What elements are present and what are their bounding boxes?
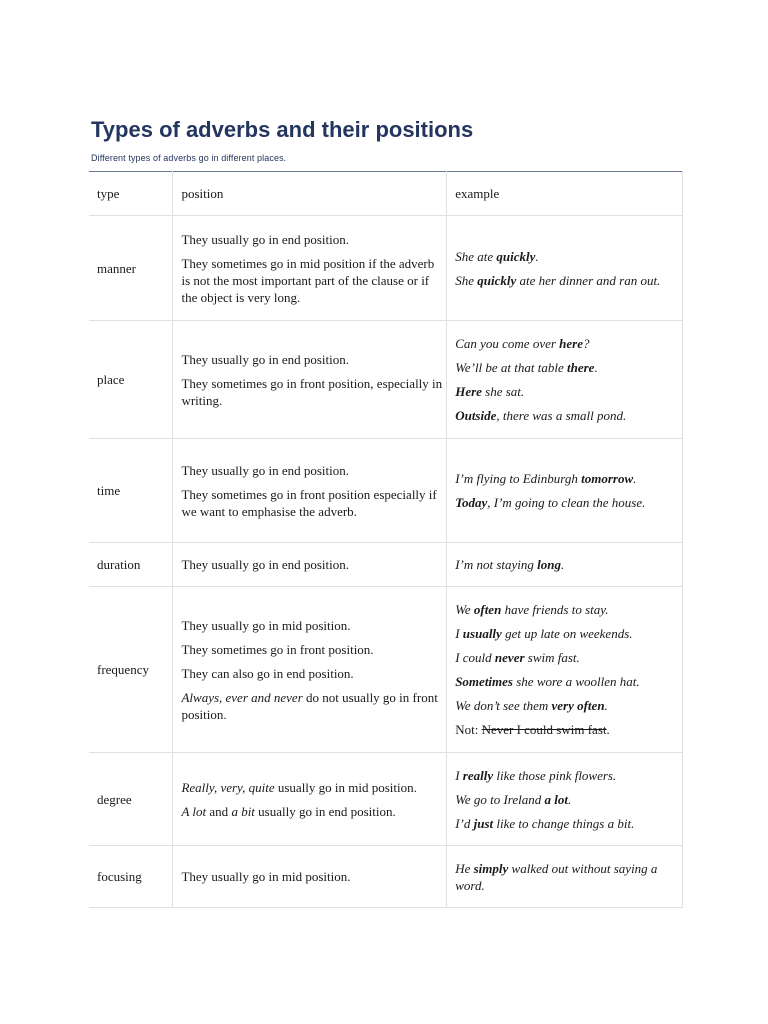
example-cell (447, 846, 683, 908)
example-sentence: We often have friends to stay. (455, 602, 609, 617)
example-cell (447, 321, 683, 439)
adverb-type-cell: manner (89, 216, 173, 321)
header-type: type (89, 172, 173, 216)
position-text: They sometimes go in mid position if the adverb is not the most important part of the clause or if the object is very long. (181, 255, 435, 305)
example-cell (447, 543, 683, 587)
position-cell (173, 543, 447, 587)
position-cell (173, 216, 447, 321)
example-sentence: She ate quickly. (455, 248, 539, 264)
position-cell (173, 846, 447, 908)
example-sentence: I could never swim fast. (455, 650, 580, 665)
position-text: They usually go in end position. (181, 231, 350, 247)
example-sentence: We’ll be at that table there. (455, 360, 598, 375)
adverb-type-cell: focusing (89, 846, 173, 908)
header-position: position (173, 172, 447, 216)
adverb-type-cell: frequency (89, 587, 173, 753)
position-cell (173, 439, 447, 543)
page-subtitle: Different types of adverbs go in different places. (91, 153, 287, 163)
position-text: They sometimes go in front position especially if we want to emphasise the adverb. (181, 486, 437, 519)
position-text: They usually go in end position. (181, 351, 350, 367)
adverb-type-cell: time (89, 439, 173, 543)
position-text: They usually go in mid position. (181, 617, 351, 633)
example-sentence: Here she sat. (455, 384, 525, 399)
example-sentence: I usually get up late on weekends. (455, 626, 633, 641)
example-sentence: I’m flying to Edinburgh tomorrow. (455, 471, 637, 486)
example-cell (447, 753, 683, 846)
position-cell (173, 321, 447, 439)
position-cell (173, 753, 447, 846)
adverb-type-cell: degree (89, 753, 173, 846)
example-sentence: Sometimes she wore a woollen hat. (455, 674, 640, 689)
incorrect-example: Not: Never I could swim fast. (455, 722, 610, 737)
position-text: They sometimes go in front position. (181, 641, 374, 657)
example-sentence: Can you come over here? (455, 336, 590, 351)
position-text: They usually go in end position. (181, 462, 350, 478)
adverb-type-cell: duration (89, 543, 173, 587)
document-page (91, 116, 683, 908)
table-row (89, 543, 683, 587)
page-title: Types of adverbs and their positions (91, 117, 474, 142)
example-cell (447, 587, 683, 753)
example-sentence: I’m not staying long. (455, 557, 565, 572)
example-sentence: Outside, there was a small pond. (455, 408, 627, 423)
adverbs-table (89, 171, 683, 908)
position-text: They usually go in end position. (181, 557, 350, 572)
position-text: Always, ever and never do not usually go in front position. (181, 689, 438, 722)
table-row (89, 216, 683, 321)
table-row (89, 321, 683, 439)
example-cell (447, 439, 683, 543)
example-sentence: I’d just like to change things a bit. (455, 815, 635, 831)
example-sentence: Today, I’m going to clean the house. (455, 495, 646, 510)
example-sentence: We go to Ireland a lot. (455, 791, 572, 807)
table-row (89, 753, 683, 846)
example-sentence: I really like those pink flowers. (455, 767, 617, 783)
table-row (89, 587, 683, 753)
position-cell (173, 587, 447, 753)
position-text: They sometimes go in front position, especially in writing. (181, 375, 443, 408)
example-sentence: She quickly ate her dinner and ran out. (455, 272, 661, 288)
header-example: example (447, 172, 683, 216)
position-text: They can also go in end position. (181, 665, 354, 681)
position-text: A lot and a bit usually go in end position. (181, 803, 396, 819)
example-sentence: We don’t see them very often. (455, 698, 608, 713)
table-body (89, 172, 683, 908)
example-sentence: He simply walked out without saying a word. (455, 860, 658, 893)
position-text: Really, very, quite usually go in mid position. (181, 779, 417, 795)
position-text: They usually go in mid position. (181, 869, 351, 884)
table-header-row (89, 172, 683, 216)
example-cell (447, 216, 683, 321)
adverb-type-cell: place (89, 321, 173, 439)
table-row (89, 846, 683, 908)
table-row (89, 439, 683, 543)
